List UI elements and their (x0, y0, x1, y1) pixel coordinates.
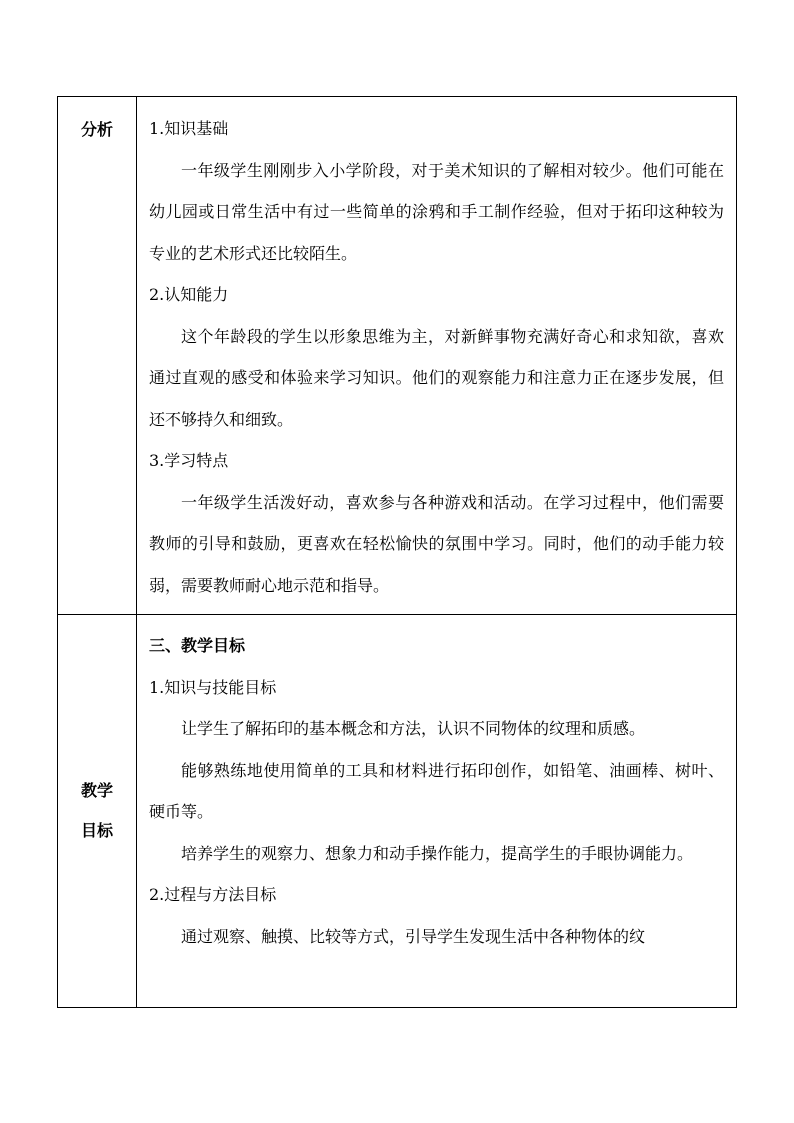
analysis-subheading-3: 3.学习特点 (149, 451, 229, 470)
analysis-paragraph-2: 这个年龄段的学生以形象思维为主，对新鲜事物充满好奇心和求知欲，喜欢通过直观的感受和体验来学习知识。他们的观察能力和注意力正在逐步发展，但还不够持久和细致。 (149, 326, 724, 429)
goals-row (58, 615, 737, 1008)
analysis-label-cell (58, 97, 137, 615)
analysis-paragraph-3: 一年级学生活泼好动，喜欢参与各种游戏和活动。在学习过程中，他们需要教师的引导和鼓励，更喜欢在轻松愉快的氛围中学习。同时，他们的动手能力较弱，需要教师耐心地示范和指导。 (149, 492, 724, 595)
analysis-subheading-1: 1.知识基础 (149, 119, 229, 138)
analysis-subheading-2: 2.认知能力 (149, 285, 229, 304)
goals-paragraph-4: 通过观察、触摸、比较等方式，引导学生发现生活中各种物体的纹 (181, 926, 646, 946)
analysis-row (58, 97, 737, 615)
goals-section-title: 三、教学目标 (149, 636, 246, 655)
lesson-plan-table (57, 96, 737, 1008)
analysis-paragraph-1: 一年级学生刚刚步入小学阶段，对于美术知识的了解相对较少。他们可能在幼儿园或日常生活中有过一些简单的涂鸦和手工制作经验，但对于拓印这种较为专业的艺术形式还比较陌生。 (149, 160, 724, 263)
goals-label-line-2: 目标 (80, 821, 113, 840)
goals-content-cell (137, 615, 737, 1008)
goals-label-line-1: 教学 (80, 781, 113, 800)
analysis-content-cell (137, 97, 737, 615)
goals-subheading-1: 1.知识与技能目标 (149, 677, 277, 697)
goals-label-cell (58, 615, 137, 1008)
goals-paragraph-1: 让学生了解拓印的基本概念和方法，认识不同物体的纹理和质感。 (181, 719, 646, 738)
goals-paragraph-3: 培养学生的观察力、想象力和动手操作能力，提高学生的手眼协调能力。 (181, 843, 694, 863)
goals-paragraph-2: 能够熟练地使用简单的工具和材料进行拓印创作，如铅笔、油画棒、树叶、硬币等。 (149, 760, 724, 821)
goals-subheading-2: 2.过程与方法目标 (149, 885, 277, 904)
analysis-label: 分析 (80, 120, 113, 139)
